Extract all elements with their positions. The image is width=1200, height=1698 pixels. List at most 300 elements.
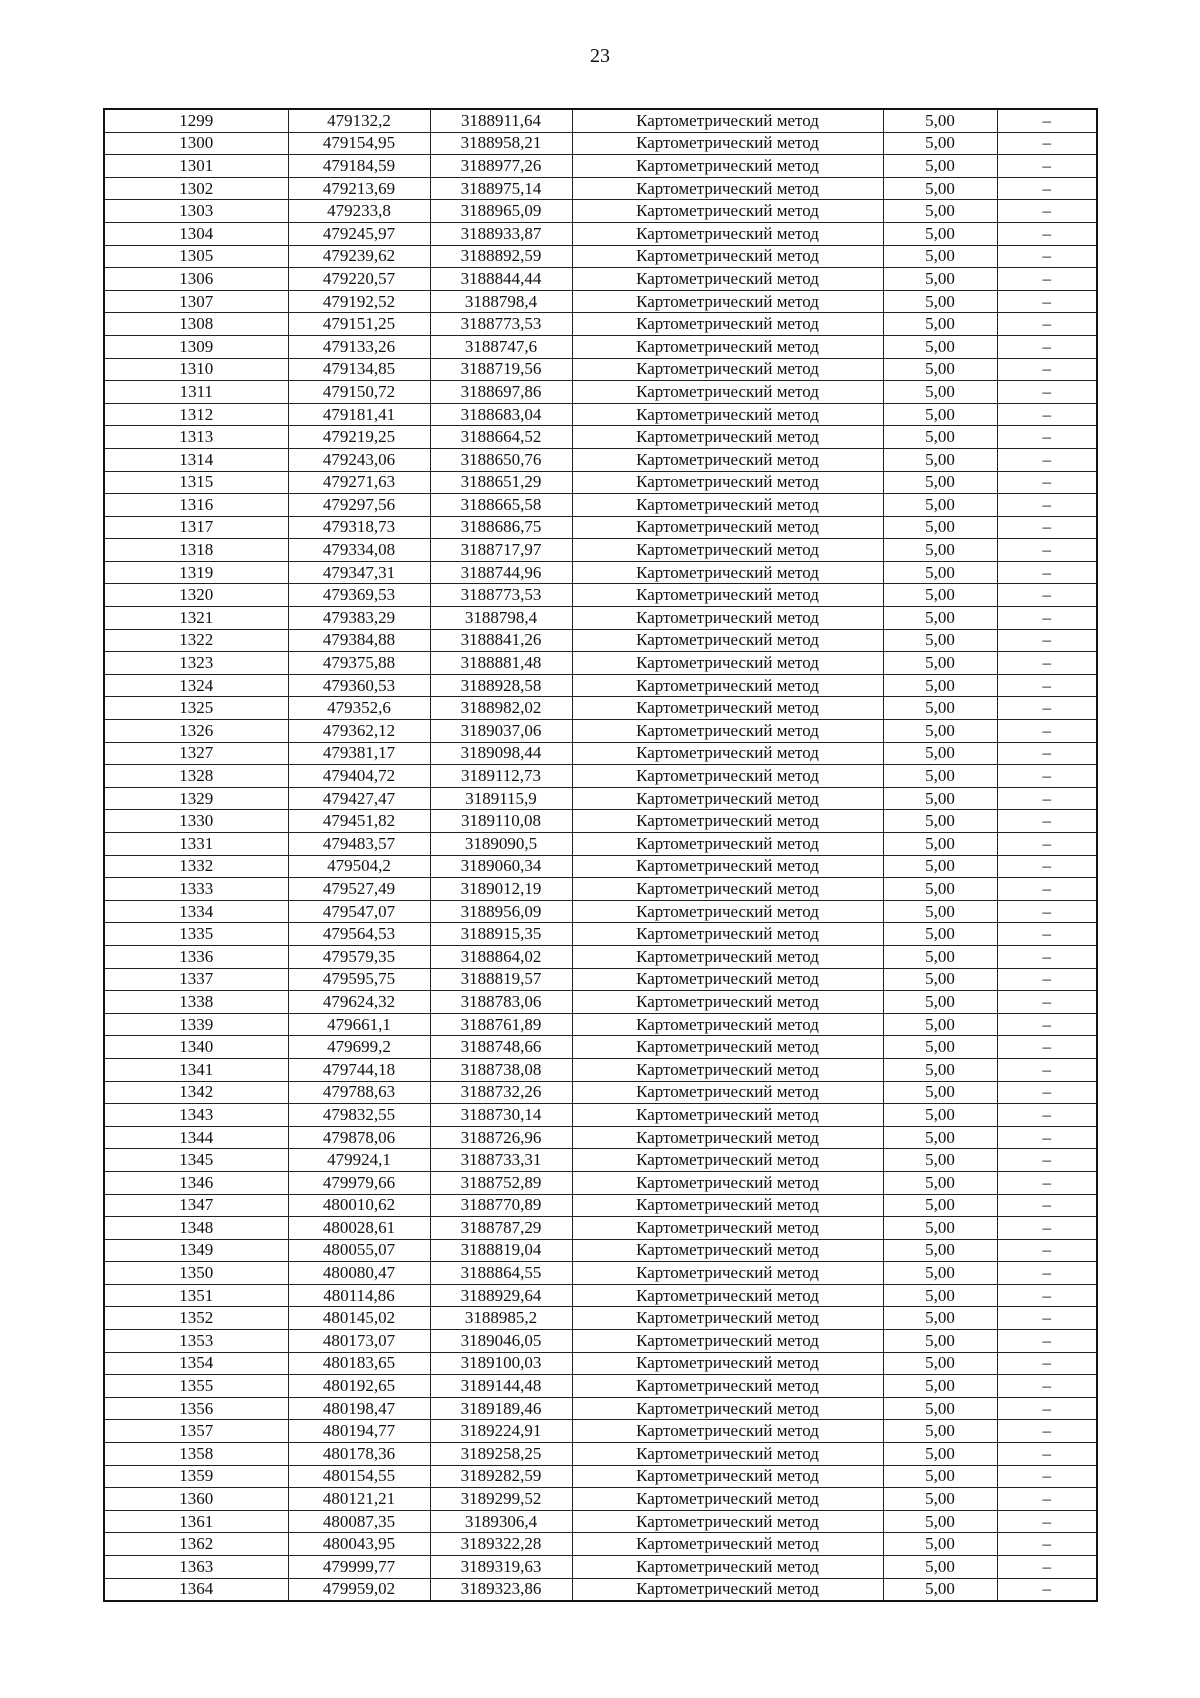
x-coordinate-cell: 479744,18	[288, 1058, 430, 1081]
table-row	[104, 900, 1097, 923]
x-coordinate-cell: 480194,77	[288, 1420, 430, 1443]
x-coordinate-cell: 480173,07	[288, 1330, 430, 1353]
x-coordinate-cell: 479383,29	[288, 607, 430, 630]
accuracy-cell: 5,00	[883, 1217, 997, 1240]
point-number-cell: 1341	[104, 1058, 288, 1081]
method-cell: Картометрический метод	[572, 448, 883, 471]
description-cell: –	[997, 1420, 1097, 1443]
accuracy-cell: 5,00	[883, 674, 997, 697]
table-row	[104, 268, 1097, 291]
description-cell: –	[997, 1375, 1097, 1398]
method-cell: Картометрический метод	[572, 584, 883, 607]
x-coordinate-cell: 479427,47	[288, 787, 430, 810]
method-cell: Картометрический метод	[572, 652, 883, 675]
y-coordinate-cell: 3188911,64	[430, 109, 572, 132]
accuracy-cell: 5,00	[883, 403, 997, 426]
point-number-cell: 1302	[104, 177, 288, 200]
table-row	[104, 245, 1097, 268]
y-coordinate-cell: 3188929,64	[430, 1284, 572, 1307]
y-coordinate-cell: 3189144,48	[430, 1375, 572, 1398]
x-coordinate-cell: 479243,06	[288, 448, 430, 471]
x-coordinate-cell: 479233,8	[288, 200, 430, 223]
description-cell: –	[997, 833, 1097, 856]
description-cell: –	[997, 109, 1097, 132]
x-coordinate-cell: 479220,57	[288, 268, 430, 291]
method-cell: Картометрический метод	[572, 1058, 883, 1081]
accuracy-cell: 5,00	[883, 1420, 997, 1443]
description-cell: –	[997, 1556, 1097, 1579]
table-row	[104, 561, 1097, 584]
method-cell: Картометрический метод	[572, 1104, 883, 1127]
table-row	[104, 381, 1097, 404]
accuracy-cell: 5,00	[883, 1397, 997, 1420]
x-coordinate-cell: 479579,35	[288, 945, 430, 968]
method-cell: Картометрический метод	[572, 426, 883, 449]
description-cell: –	[997, 1013, 1097, 1036]
point-number-cell: 1355	[104, 1375, 288, 1398]
description-cell: –	[997, 945, 1097, 968]
description-cell: –	[997, 1397, 1097, 1420]
method-cell: Картометрический метод	[572, 1284, 883, 1307]
description-cell: –	[997, 878, 1097, 901]
x-coordinate-cell: 479154,95	[288, 132, 430, 155]
accuracy-cell: 5,00	[883, 1578, 997, 1601]
description-cell: –	[997, 1510, 1097, 1533]
table-row	[104, 1126, 1097, 1149]
accuracy-cell: 5,00	[883, 381, 997, 404]
accuracy-cell: 5,00	[883, 1443, 997, 1466]
x-coordinate-cell: 479661,1	[288, 1013, 430, 1036]
method-cell: Картометрический метод	[572, 109, 883, 132]
accuracy-cell: 5,00	[883, 268, 997, 291]
point-number-cell: 1358	[104, 1443, 288, 1466]
description-cell: –	[997, 1465, 1097, 1488]
y-coordinate-cell: 3188977,26	[430, 155, 572, 178]
table-row	[104, 516, 1097, 539]
method-cell: Картометрический метод	[572, 855, 883, 878]
table-row	[104, 1465, 1097, 1488]
accuracy-cell: 5,00	[883, 1375, 997, 1398]
point-number-cell: 1329	[104, 787, 288, 810]
table-row	[104, 539, 1097, 562]
method-cell: Картометрический метод	[572, 742, 883, 765]
x-coordinate-cell: 479381,17	[288, 742, 430, 765]
y-coordinate-cell: 3188819,04	[430, 1239, 572, 1262]
y-coordinate-cell: 3189090,5	[430, 833, 572, 856]
method-cell: Картометрический метод	[572, 787, 883, 810]
description-cell: –	[997, 1578, 1097, 1601]
y-coordinate-cell: 3189224,91	[430, 1420, 572, 1443]
description-cell: –	[997, 335, 1097, 358]
description-cell: –	[997, 1262, 1097, 1285]
y-coordinate-cell: 3189115,9	[430, 787, 572, 810]
method-cell: Картометрический метод	[572, 674, 883, 697]
method-cell: Картометрический метод	[572, 1397, 883, 1420]
accuracy-cell: 5,00	[883, 1126, 997, 1149]
description-cell: –	[997, 855, 1097, 878]
point-number-cell: 1356	[104, 1397, 288, 1420]
description-cell: –	[997, 607, 1097, 630]
table-row	[104, 471, 1097, 494]
method-cell: Картометрический метод	[572, 629, 883, 652]
point-number-cell: 1344	[104, 1126, 288, 1149]
y-coordinate-cell: 3188732,26	[430, 1081, 572, 1104]
point-number-cell: 1351	[104, 1284, 288, 1307]
method-cell: Картометрический метод	[572, 561, 883, 584]
point-number-cell: 1323	[104, 652, 288, 675]
description-cell: –	[997, 1194, 1097, 1217]
table-row	[104, 313, 1097, 336]
table-row	[104, 1284, 1097, 1307]
x-coordinate-cell: 479360,53	[288, 674, 430, 697]
point-number-cell: 1326	[104, 720, 288, 743]
y-coordinate-cell: 3188733,31	[430, 1149, 572, 1172]
x-coordinate-cell: 479878,06	[288, 1126, 430, 1149]
x-coordinate-cell: 480183,65	[288, 1352, 430, 1375]
accuracy-cell: 5,00	[883, 561, 997, 584]
description-cell: –	[997, 358, 1097, 381]
y-coordinate-cell: 3188730,14	[430, 1104, 572, 1127]
x-coordinate-cell: 479999,77	[288, 1556, 430, 1579]
y-coordinate-cell: 3188798,4	[430, 607, 572, 630]
description-cell: –	[997, 245, 1097, 268]
x-coordinate-cell: 479151,25	[288, 313, 430, 336]
point-number-cell: 1334	[104, 900, 288, 923]
accuracy-cell: 5,00	[883, 1284, 997, 1307]
table-row	[104, 833, 1097, 856]
table-row	[104, 358, 1097, 381]
method-cell: Картометрический метод	[572, 765, 883, 788]
y-coordinate-cell: 3188770,89	[430, 1194, 572, 1217]
y-coordinate-cell: 3188761,89	[430, 1013, 572, 1036]
point-number-cell: 1301	[104, 155, 288, 178]
point-number-cell: 1357	[104, 1420, 288, 1443]
x-coordinate-cell: 479527,49	[288, 878, 430, 901]
x-coordinate-cell: 479132,2	[288, 109, 430, 132]
x-coordinate-cell: 479451,82	[288, 810, 430, 833]
table-row	[104, 1533, 1097, 1556]
method-cell: Картометрический метод	[572, 1375, 883, 1398]
y-coordinate-cell: 3188928,58	[430, 674, 572, 697]
x-coordinate-cell: 479239,62	[288, 245, 430, 268]
y-coordinate-cell: 3188958,21	[430, 132, 572, 155]
y-coordinate-cell: 3188965,09	[430, 200, 572, 223]
accuracy-cell: 5,00	[883, 177, 997, 200]
description-cell: –	[997, 494, 1097, 517]
point-number-cell: 1322	[104, 629, 288, 652]
y-coordinate-cell: 3189012,19	[430, 878, 572, 901]
point-number-cell: 1332	[104, 855, 288, 878]
description-cell: –	[997, 1284, 1097, 1307]
table-row	[104, 426, 1097, 449]
description-cell: –	[997, 313, 1097, 336]
method-cell: Картометрический метод	[572, 132, 883, 155]
description-cell: –	[997, 674, 1097, 697]
method-cell: Картометрический метод	[572, 1510, 883, 1533]
point-number-cell: 1314	[104, 448, 288, 471]
point-number-cell: 1336	[104, 945, 288, 968]
table-row	[104, 1510, 1097, 1533]
x-coordinate-cell: 480154,55	[288, 1465, 430, 1488]
point-number-cell: 1364	[104, 1578, 288, 1601]
description-cell: –	[997, 629, 1097, 652]
x-coordinate-cell: 479384,88	[288, 629, 430, 652]
description-cell: –	[997, 539, 1097, 562]
table-row	[104, 403, 1097, 426]
y-coordinate-cell: 3189323,86	[430, 1578, 572, 1601]
point-number-cell: 1359	[104, 1465, 288, 1488]
point-number-cell: 1308	[104, 313, 288, 336]
table-row	[104, 991, 1097, 1014]
y-coordinate-cell: 3188915,35	[430, 923, 572, 946]
description-cell: –	[997, 1330, 1097, 1353]
y-coordinate-cell: 3188985,2	[430, 1307, 572, 1330]
point-number-cell: 1353	[104, 1330, 288, 1353]
y-coordinate-cell: 3189046,05	[430, 1330, 572, 1353]
table-row	[104, 584, 1097, 607]
point-number-cell: 1299	[104, 109, 288, 132]
x-coordinate-cell: 479595,75	[288, 968, 430, 991]
x-coordinate-cell: 480080,47	[288, 1262, 430, 1285]
method-cell: Картометрический метод	[572, 1578, 883, 1601]
description-cell: –	[997, 1443, 1097, 1466]
method-cell: Картометрический метод	[572, 177, 883, 200]
x-coordinate-cell: 480043,95	[288, 1533, 430, 1556]
method-cell: Картометрический метод	[572, 1126, 883, 1149]
y-coordinate-cell: 3188650,76	[430, 448, 572, 471]
point-number-cell: 1342	[104, 1081, 288, 1104]
y-coordinate-cell: 3189100,03	[430, 1352, 572, 1375]
x-coordinate-cell: 479134,85	[288, 358, 430, 381]
x-coordinate-cell: 479564,53	[288, 923, 430, 946]
accuracy-cell: 5,00	[883, 1330, 997, 1353]
y-coordinate-cell: 3188892,59	[430, 245, 572, 268]
method-cell: Картометрический метод	[572, 381, 883, 404]
x-coordinate-cell: 479297,56	[288, 494, 430, 517]
y-coordinate-cell: 3188651,29	[430, 471, 572, 494]
description-cell: –	[997, 1352, 1097, 1375]
x-coordinate-cell: 479924,1	[288, 1149, 430, 1172]
x-coordinate-cell: 479369,53	[288, 584, 430, 607]
point-number-cell: 1349	[104, 1239, 288, 1262]
method-cell: Картометрический метод	[572, 358, 883, 381]
table-row	[104, 1262, 1097, 1285]
accuracy-cell: 5,00	[883, 787, 997, 810]
table-row	[104, 109, 1097, 132]
point-number-cell: 1313	[104, 426, 288, 449]
accuracy-cell: 5,00	[883, 945, 997, 968]
point-number-cell: 1317	[104, 516, 288, 539]
y-coordinate-cell: 3188726,96	[430, 1126, 572, 1149]
table-row	[104, 1556, 1097, 1579]
table-row	[104, 155, 1097, 178]
point-number-cell: 1315	[104, 471, 288, 494]
accuracy-cell: 5,00	[883, 878, 997, 901]
method-cell: Картометрический метод	[572, 1171, 883, 1194]
point-number-cell: 1305	[104, 245, 288, 268]
point-number-cell: 1309	[104, 335, 288, 358]
accuracy-cell: 5,00	[883, 1352, 997, 1375]
table-row	[104, 1307, 1097, 1330]
accuracy-cell: 5,00	[883, 833, 997, 856]
accuracy-cell: 5,00	[883, 855, 997, 878]
point-number-cell: 1363	[104, 1556, 288, 1579]
method-cell: Картометрический метод	[572, 471, 883, 494]
point-number-cell: 1345	[104, 1149, 288, 1172]
y-coordinate-cell: 3188933,87	[430, 222, 572, 245]
y-coordinate-cell: 3188975,14	[430, 177, 572, 200]
point-number-cell: 1337	[104, 968, 288, 991]
point-number-cell: 1343	[104, 1104, 288, 1127]
method-cell: Картометрический метод	[572, 494, 883, 517]
table-row	[104, 200, 1097, 223]
x-coordinate-cell: 479959,02	[288, 1578, 430, 1601]
method-cell: Картометрический метод	[572, 1465, 883, 1488]
accuracy-cell: 5,00	[883, 516, 997, 539]
table-row	[104, 177, 1097, 200]
table-row	[104, 1578, 1097, 1601]
table-row	[104, 1149, 1097, 1172]
table-row	[104, 607, 1097, 630]
y-coordinate-cell: 3189306,4	[430, 1510, 572, 1533]
method-cell: Картометрический метод	[572, 245, 883, 268]
y-coordinate-cell: 3188738,08	[430, 1058, 572, 1081]
accuracy-cell: 5,00	[883, 810, 997, 833]
x-coordinate-cell: 479362,12	[288, 720, 430, 743]
accuracy-cell: 5,00	[883, 1058, 997, 1081]
method-cell: Картометрический метод	[572, 313, 883, 336]
accuracy-cell: 5,00	[883, 222, 997, 245]
method-cell: Картометрический метод	[572, 810, 883, 833]
description-cell: –	[997, 448, 1097, 471]
x-coordinate-cell: 480178,36	[288, 1443, 430, 1466]
description-cell: –	[997, 177, 1097, 200]
point-number-cell: 1338	[104, 991, 288, 1014]
table-row	[104, 1013, 1097, 1036]
table-row	[104, 1352, 1097, 1375]
method-cell: Картометрический метод	[572, 1239, 883, 1262]
point-number-cell: 1352	[104, 1307, 288, 1330]
description-cell: –	[997, 652, 1097, 675]
accuracy-cell: 5,00	[883, 494, 997, 517]
x-coordinate-cell: 479271,63	[288, 471, 430, 494]
x-coordinate-cell: 479347,31	[288, 561, 430, 584]
x-coordinate-cell: 479352,6	[288, 697, 430, 720]
description-cell: –	[997, 1239, 1097, 1262]
method-cell: Картометрический метод	[572, 200, 883, 223]
method-cell: Картометрический метод	[572, 1443, 883, 1466]
y-coordinate-cell: 3189110,08	[430, 810, 572, 833]
table-row	[104, 652, 1097, 675]
point-number-cell: 1346	[104, 1171, 288, 1194]
accuracy-cell: 5,00	[883, 1036, 997, 1059]
y-coordinate-cell: 3188697,86	[430, 381, 572, 404]
method-cell: Картометрический метод	[572, 991, 883, 1014]
description-cell: –	[997, 1126, 1097, 1149]
x-coordinate-cell: 480028,61	[288, 1217, 430, 1240]
accuracy-cell: 5,00	[883, 1081, 997, 1104]
description-cell: –	[997, 900, 1097, 923]
point-number-cell: 1348	[104, 1217, 288, 1240]
point-number-cell: 1316	[104, 494, 288, 517]
description-cell: –	[997, 1081, 1097, 1104]
method-cell: Картометрический метод	[572, 1013, 883, 1036]
y-coordinate-cell: 3188864,02	[430, 945, 572, 968]
point-number-cell: 1350	[104, 1262, 288, 1285]
x-coordinate-cell: 479245,97	[288, 222, 430, 245]
accuracy-cell: 5,00	[883, 1307, 997, 1330]
method-cell: Картометрический метод	[572, 1420, 883, 1443]
accuracy-cell: 5,00	[883, 1013, 997, 1036]
x-coordinate-cell: 480114,86	[288, 1284, 430, 1307]
description-cell: –	[997, 720, 1097, 743]
point-number-cell: 1347	[104, 1194, 288, 1217]
method-cell: Картометрический метод	[572, 539, 883, 562]
y-coordinate-cell: 3188783,06	[430, 991, 572, 1014]
accuracy-cell: 5,00	[883, 1171, 997, 1194]
method-cell: Картометрический метод	[572, 1330, 883, 1353]
description-cell: –	[997, 290, 1097, 313]
table-row	[104, 1217, 1097, 1240]
description-cell: –	[997, 268, 1097, 291]
method-cell: Картометрический метод	[572, 607, 883, 630]
table-row	[104, 1104, 1097, 1127]
accuracy-cell: 5,00	[883, 1533, 997, 1556]
point-number-cell: 1361	[104, 1510, 288, 1533]
y-coordinate-cell: 3189037,06	[430, 720, 572, 743]
point-number-cell: 1360	[104, 1488, 288, 1511]
point-number-cell: 1306	[104, 268, 288, 291]
x-coordinate-cell: 479979,66	[288, 1171, 430, 1194]
x-coordinate-cell: 479318,73	[288, 516, 430, 539]
x-coordinate-cell: 480087,35	[288, 1510, 430, 1533]
accuracy-cell: 5,00	[883, 448, 997, 471]
point-number-cell: 1318	[104, 539, 288, 562]
y-coordinate-cell: 3188686,75	[430, 516, 572, 539]
description-cell: –	[997, 584, 1097, 607]
description-cell: –	[997, 1488, 1097, 1511]
x-coordinate-cell: 480145,02	[288, 1307, 430, 1330]
table-row	[104, 132, 1097, 155]
accuracy-cell: 5,00	[883, 1239, 997, 1262]
point-number-cell: 1333	[104, 878, 288, 901]
accuracy-cell: 5,00	[883, 742, 997, 765]
method-cell: Картометрический метод	[572, 1036, 883, 1059]
accuracy-cell: 5,00	[883, 1465, 997, 1488]
y-coordinate-cell: 3188773,53	[430, 584, 572, 607]
method-cell: Картометрический метод	[572, 720, 883, 743]
point-number-cell: 1331	[104, 833, 288, 856]
table-row	[104, 1375, 1097, 1398]
description-cell: –	[997, 561, 1097, 584]
point-number-cell: 1312	[104, 403, 288, 426]
table-row	[104, 1239, 1097, 1262]
table-row	[104, 855, 1097, 878]
table-row	[104, 290, 1097, 313]
accuracy-cell: 5,00	[883, 358, 997, 381]
description-cell: –	[997, 381, 1097, 404]
x-coordinate-cell: 479624,32	[288, 991, 430, 1014]
y-coordinate-cell: 3188744,96	[430, 561, 572, 584]
accuracy-cell: 5,00	[883, 584, 997, 607]
table-row	[104, 1081, 1097, 1104]
y-coordinate-cell: 3188819,57	[430, 968, 572, 991]
y-coordinate-cell: 3189282,59	[430, 1465, 572, 1488]
y-coordinate-cell: 3188841,26	[430, 629, 572, 652]
accuracy-cell: 5,00	[883, 539, 997, 562]
accuracy-cell: 5,00	[883, 1556, 997, 1579]
method-cell: Картометрический метод	[572, 335, 883, 358]
